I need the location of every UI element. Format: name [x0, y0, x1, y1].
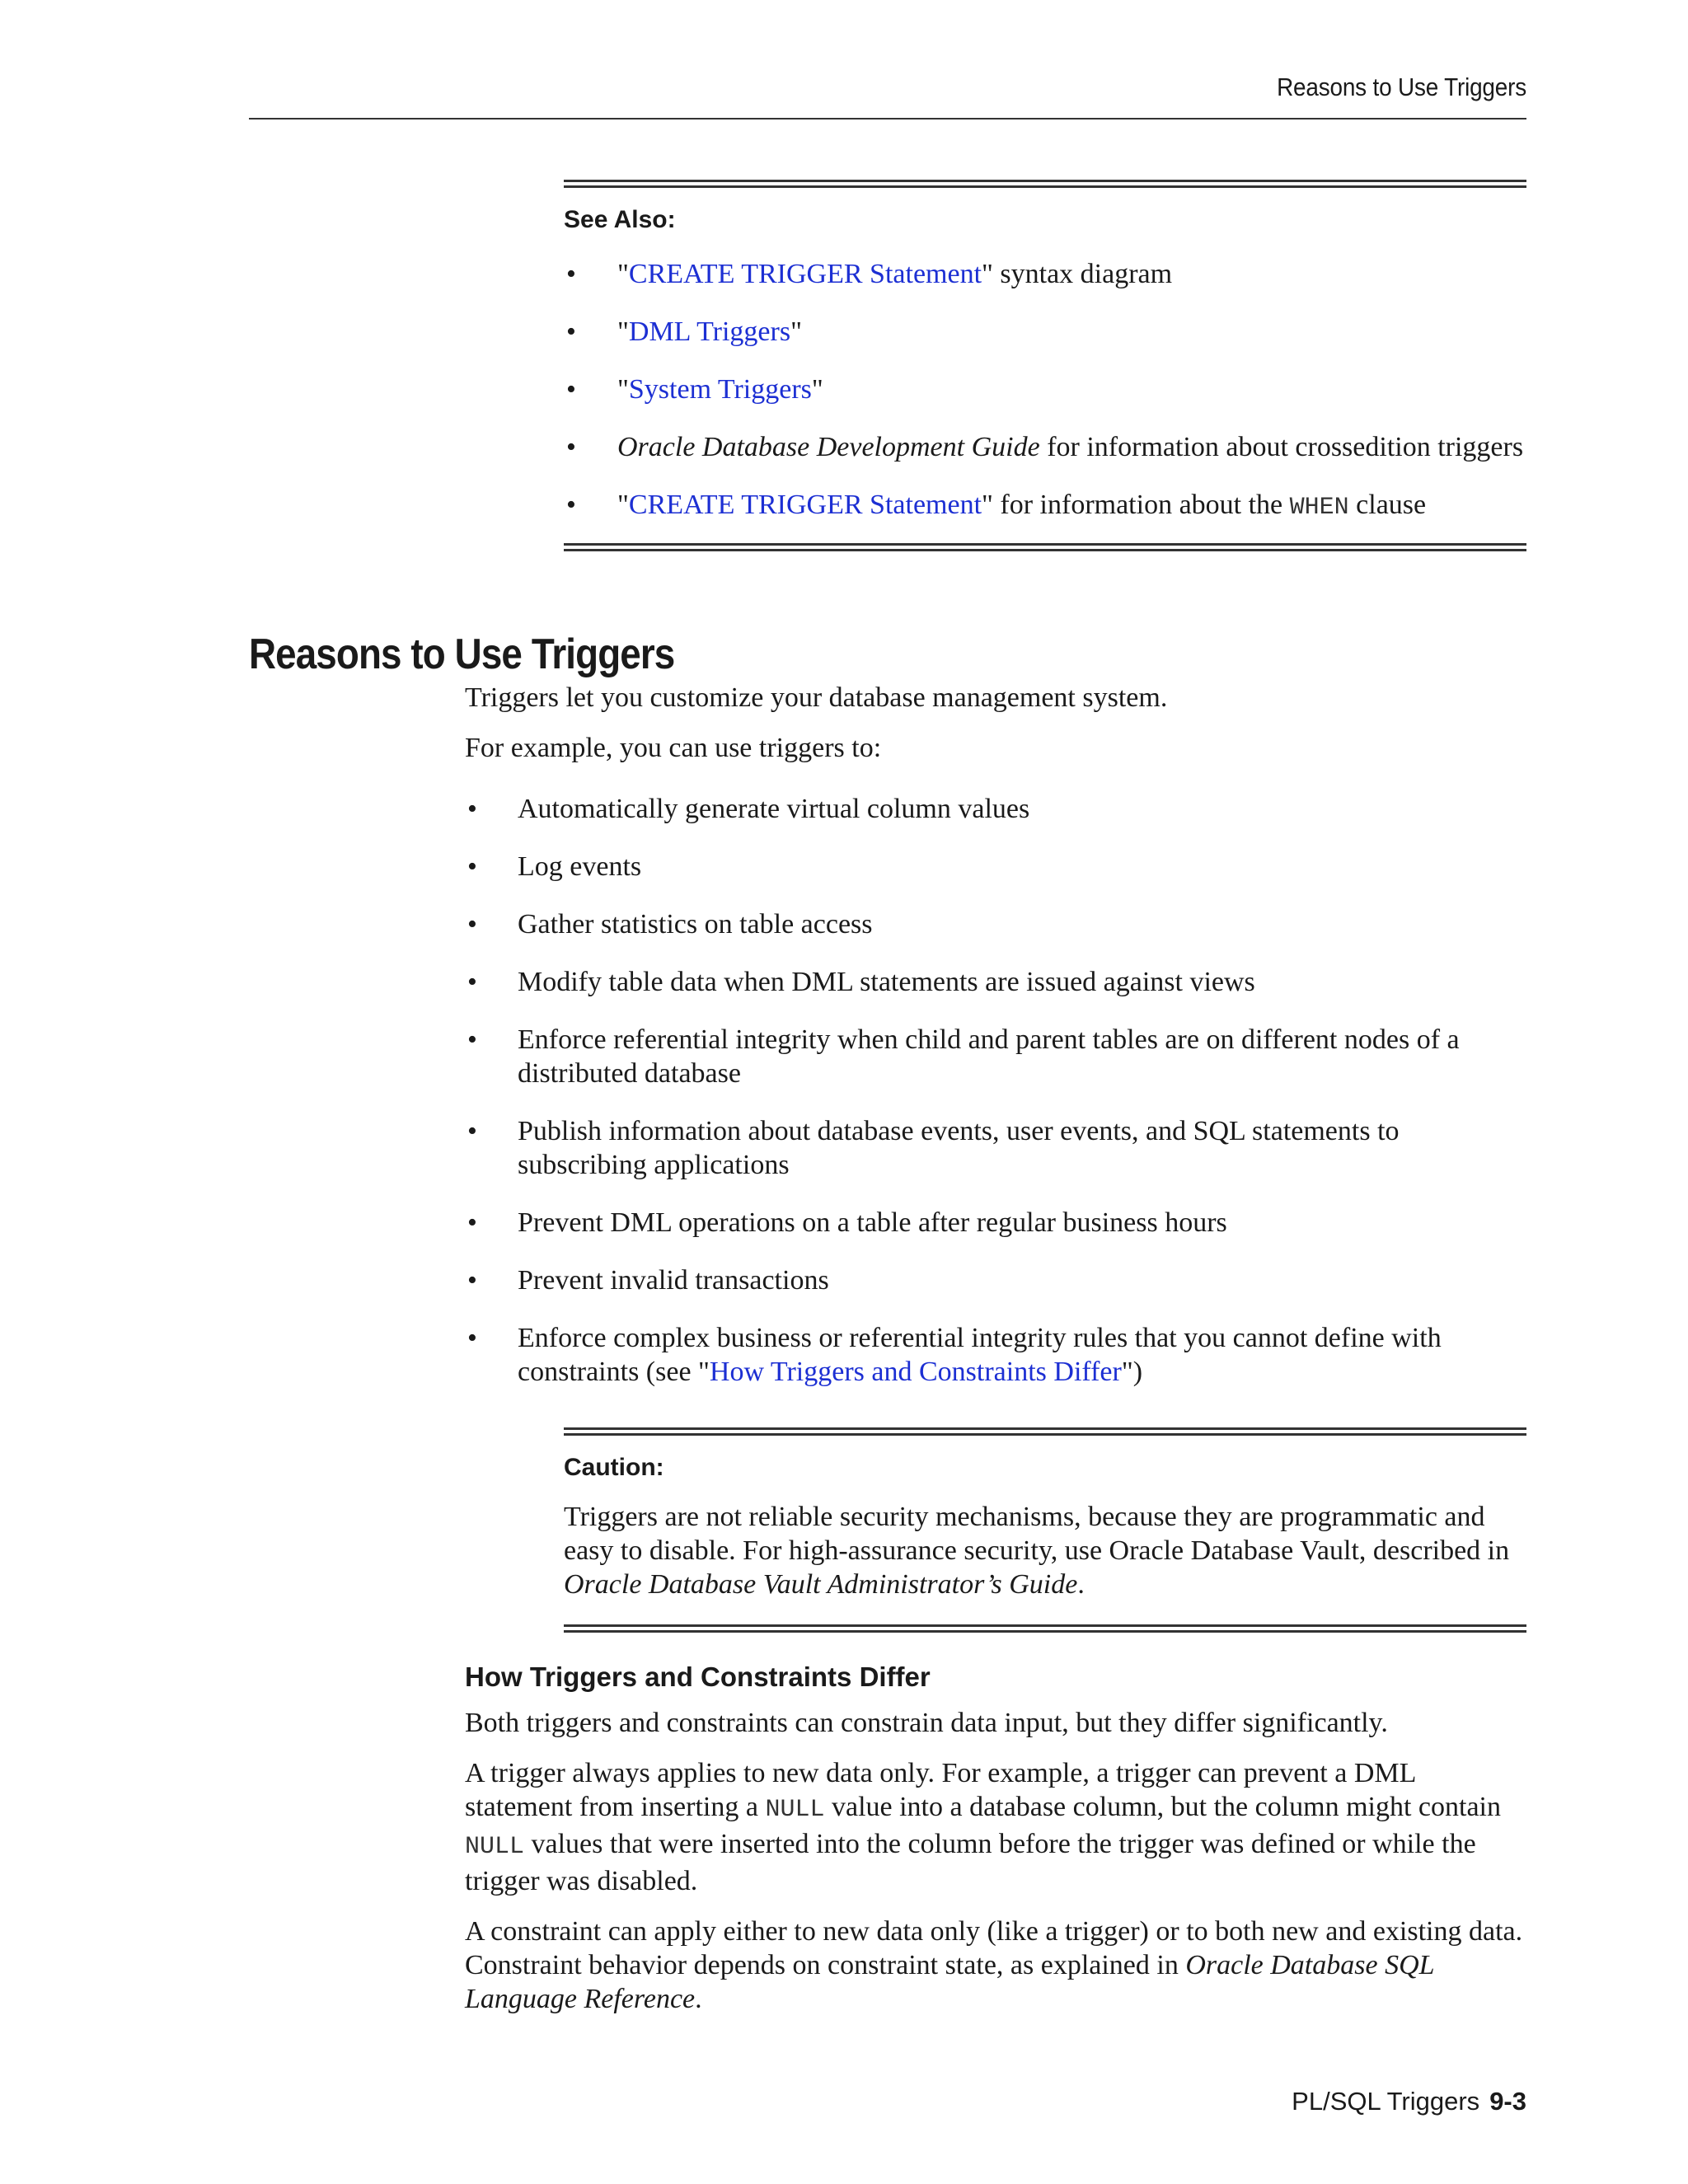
list-item: • Enforce referential integrity when child and parent tables are on different nodes of a distributed database	[465, 1023, 1528, 1090]
subsection-paragraph-2	[465, 1756, 1528, 1898]
see-also-bottom-rule	[564, 543, 1526, 551]
see-also-item	[564, 430, 1526, 464]
subsection-body	[465, 1661, 1528, 2016]
see-also-item	[564, 315, 1526, 349]
header-rule	[249, 118, 1526, 120]
page-number: 9-3	[1489, 2087, 1526, 2116]
see-also-title: See Also:	[564, 206, 676, 233]
caution-title: Caution:	[564, 1454, 664, 1481]
see-also-text: syntax diagram	[992, 259, 1173, 289]
caution-body: Triggers are not reliable security mechanisms, because they are programmatic and easy to disable. For high-assurance security, use Oracle Database Vault, described in	[564, 1502, 1510, 1566]
quote: "	[617, 374, 629, 405]
see-also-text: clause	[1348, 490, 1427, 520]
para-text: A trigger always applies to new data only. For example, a trigger can prevent a DML statement from inserting a	[465, 1758, 1416, 1822]
see-also-top-rule	[564, 180, 1526, 188]
code-null: NULL	[765, 1796, 825, 1824]
running-header: Reasons to Use Triggers	[1277, 73, 1526, 101]
subsection-paragraph-1: Both triggers and constraints can constrain data input, but they differ significantly.	[465, 1708, 1388, 1738]
link-system-triggers[interactable]: System Triggers	[628, 374, 812, 405]
book-title: Oracle Database SQL Language Reference	[465, 1950, 1434, 2014]
quote: "	[790, 316, 802, 347]
list-item: • Automatically generate virtual column values	[465, 792, 1528, 826]
quote: "	[982, 259, 993, 289]
list-item: • Modify table data when DML statements are issued against views	[465, 965, 1528, 999]
caution-bottom-rule	[564, 1624, 1526, 1633]
intro-paragraph-2: For example, you can use triggers to:	[465, 733, 882, 763]
code-null: NULL	[465, 1833, 525, 1861]
code-when: WHEN	[1289, 494, 1349, 522]
see-also-box	[564, 180, 1526, 551]
section-heading: Reasons to Use Triggers	[249, 630, 675, 678]
book-title: Oracle Database Vault Administrator’s Guide	[564, 1569, 1078, 1600]
quote: "	[811, 374, 823, 405]
see-also-item	[564, 488, 1526, 525]
book-title: Oracle Database Development Guide	[617, 432, 1040, 462]
see-also-text: for information about crossedition triggers	[1039, 432, 1524, 462]
subsection-heading: How Triggers and Constraints Differ	[465, 1661, 931, 1692]
list-item: • Publish information about database events, user events, and SQL statements to subscribing applications	[465, 1114, 1528, 1182]
link-create-trigger-statement-when[interactable]: CREATE TRIGGER Statement	[628, 490, 982, 520]
para-text: A constraint can apply either to new data only (like a trigger) or to both new and existing data. Constraint behavior depends on constraint state, as explained in	[465, 1916, 1523, 1980]
see-also-text: for information about the	[992, 490, 1290, 520]
running-footer	[249, 2087, 1526, 2116]
list-item-text: ")	[1121, 1357, 1143, 1387]
section-body	[465, 681, 1528, 1413]
link-how-triggers-constraints-differ[interactable]: How Triggers and Constraints Differ	[709, 1357, 1122, 1387]
list-item: • Gather statistics on table access	[465, 907, 1528, 941]
footer-chapter: PL/SQL Triggers	[1292, 2087, 1480, 2116]
para-text: values that were inserted into the column before the trigger was defined or while the trigger was disabled.	[465, 1829, 1476, 1896]
list-item: • Prevent invalid transactions	[465, 1263, 1528, 1297]
link-create-trigger-statement[interactable]: CREATE TRIGGER Statement	[628, 259, 982, 289]
list-item-text: Enforce complex business or referential integrity rules that you cannot define with constraints (see "	[518, 1323, 1442, 1387]
caution-top-rule	[564, 1427, 1526, 1436]
quote: "	[617, 259, 629, 289]
link-dml-triggers[interactable]: DML Triggers	[628, 316, 791, 347]
subsection-paragraph-3	[465, 1915, 1528, 2016]
list-item: • Log events	[465, 850, 1528, 883]
quote: "	[617, 316, 629, 347]
see-also-list	[564, 257, 1526, 525]
list-item: • Prevent DML operations on a table after regular business hours	[465, 1206, 1528, 1240]
intro-paragraph: Triggers let you customize your database management system.	[465, 682, 1168, 713]
trigger-uses-list	[465, 792, 1528, 1389]
para-text: value into a database column, but the column might contain	[824, 1792, 1501, 1822]
caution-end: .	[1077, 1569, 1085, 1600]
caution-box	[564, 1427, 1526, 1633]
list-item	[465, 1321, 1528, 1389]
caution-text	[564, 1500, 1526, 1601]
quote: "	[617, 490, 629, 520]
see-also-item	[564, 373, 1526, 406]
quote: "	[982, 490, 993, 520]
para-text: .	[695, 1984, 702, 2014]
see-also-item	[564, 257, 1526, 291]
